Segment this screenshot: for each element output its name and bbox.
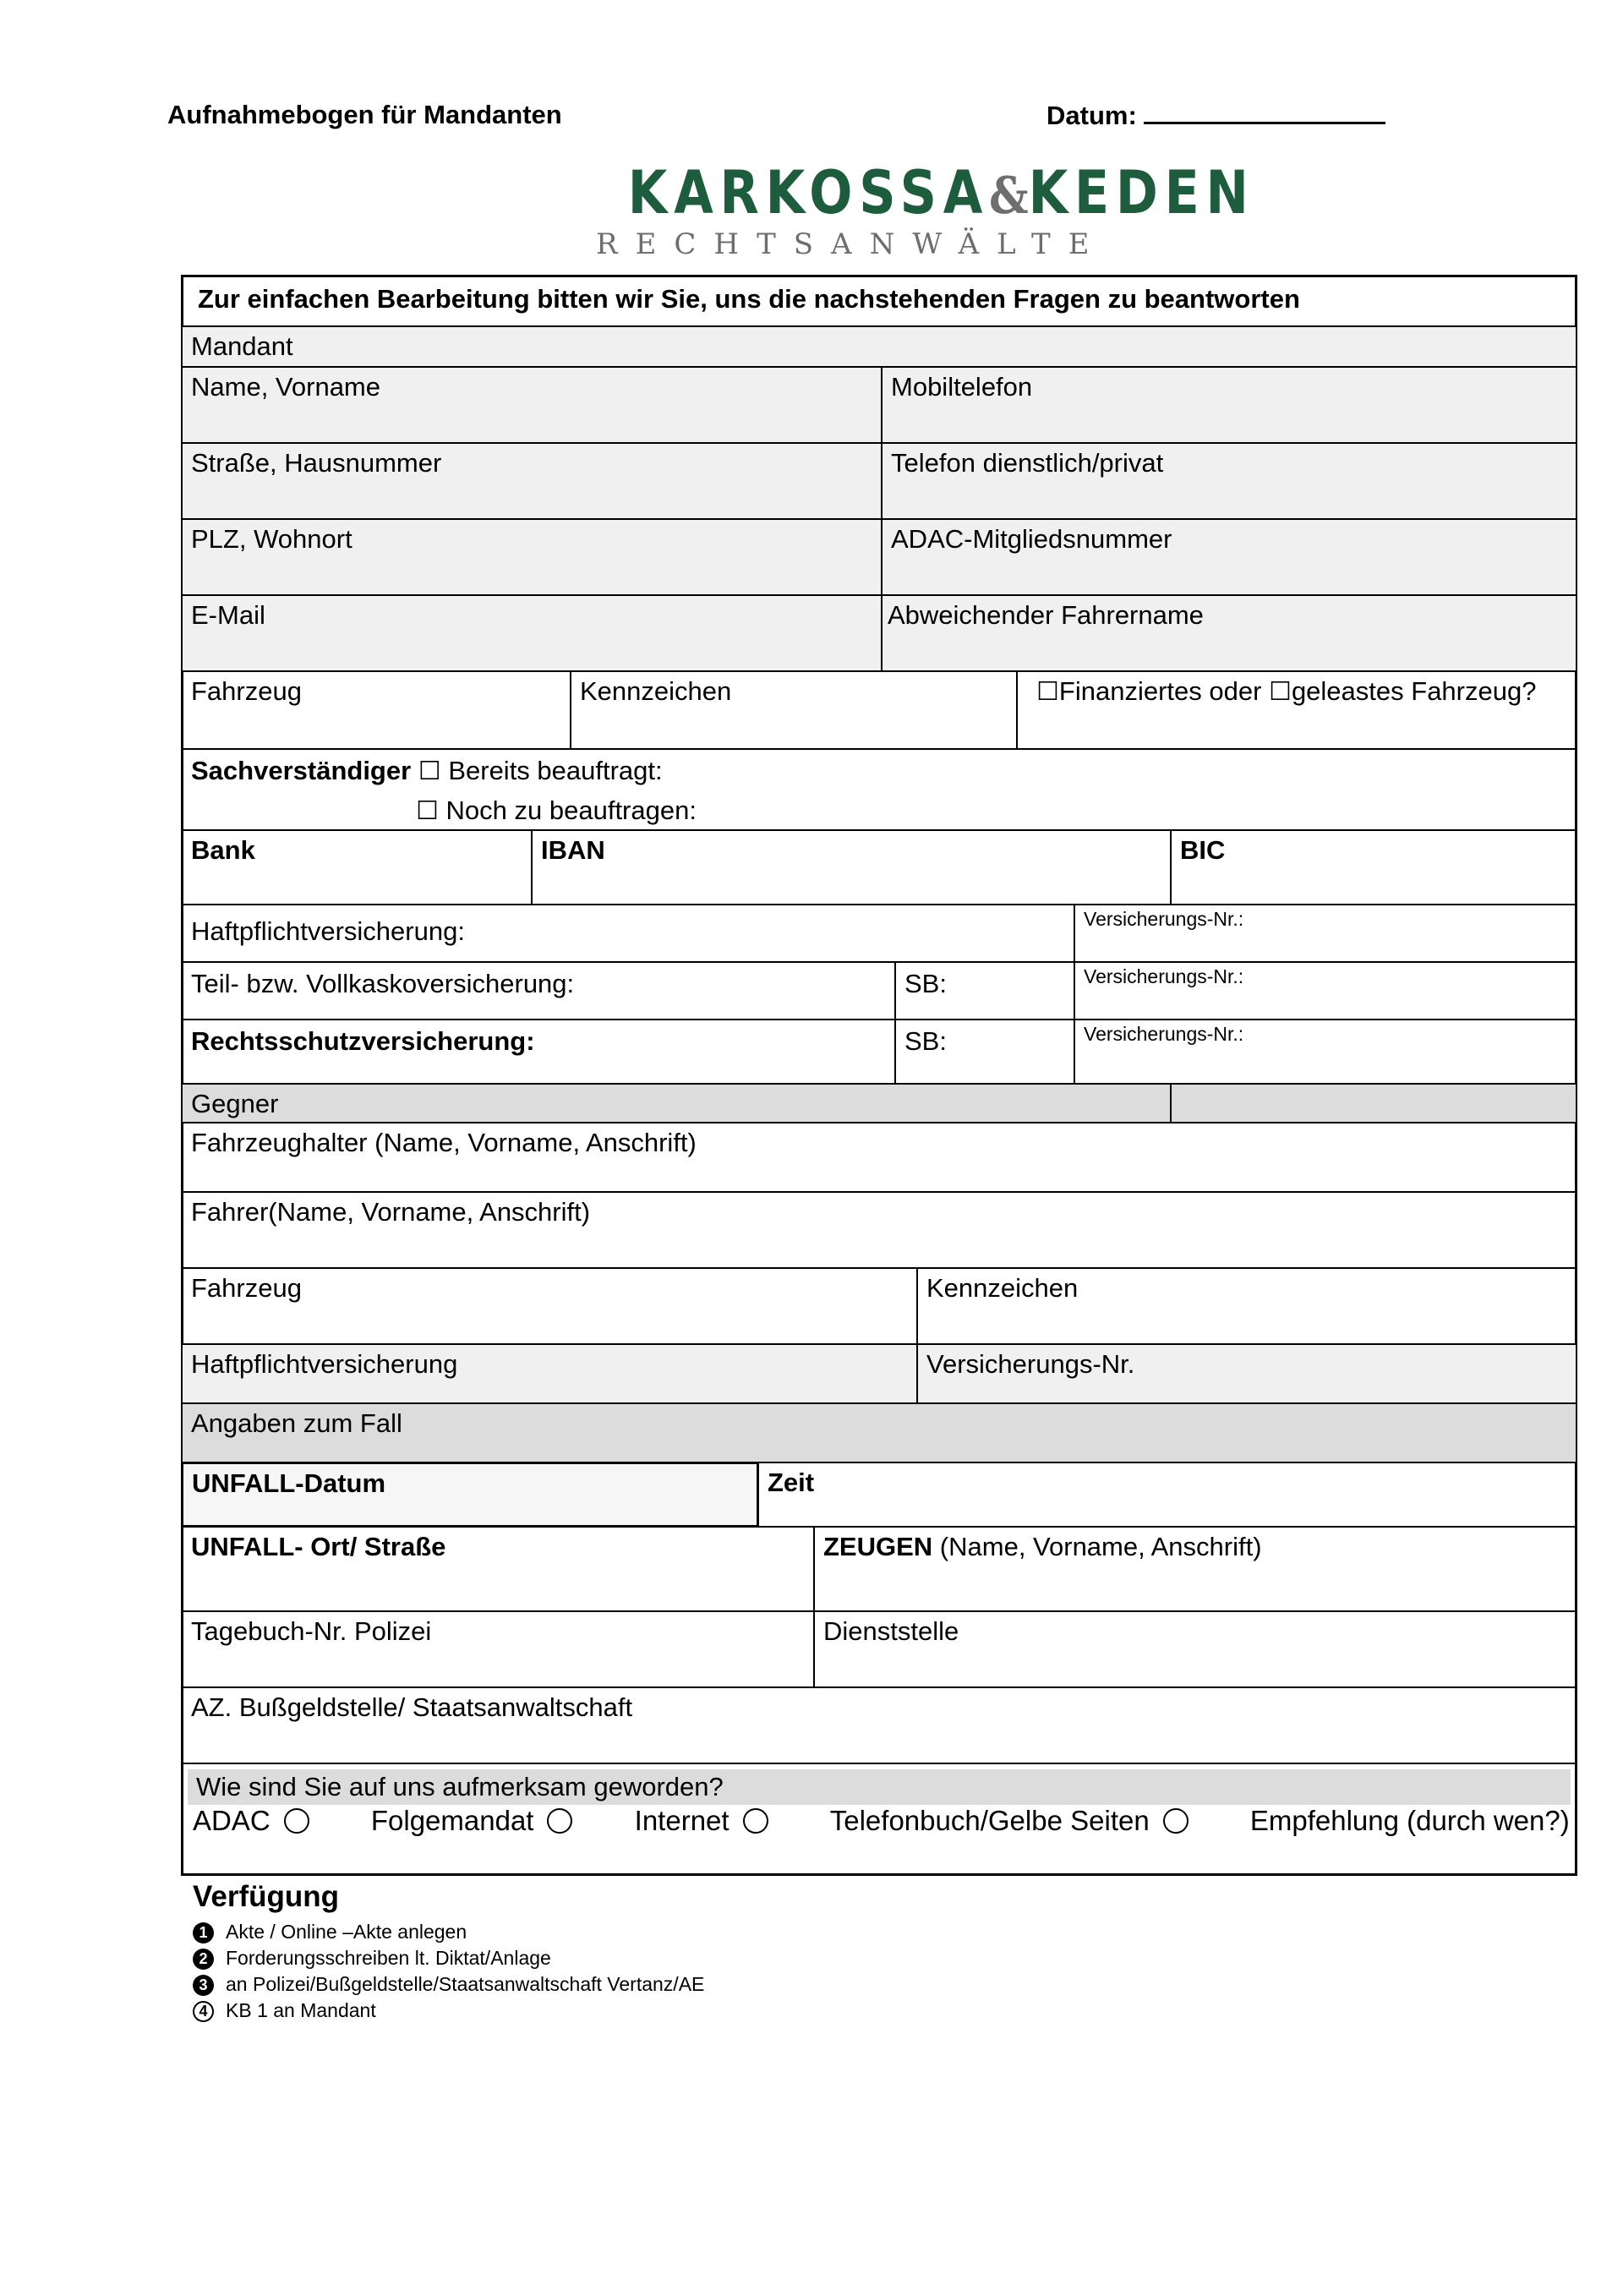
alt-driver-field[interactable]	[881, 594, 1577, 672]
police-office-field[interactable]	[813, 1610, 1577, 1688]
financing-field	[1016, 670, 1577, 750]
legal-sb-label: SB:	[904, 1026, 947, 1056]
police-office-label: Dienststelle	[823, 1616, 959, 1646]
company-logo	[596, 158, 1255, 261]
verfuegung-item	[193, 1919, 704, 1945]
section-gegner: Gegner	[181, 1083, 1172, 1123]
kasko-policy-label: Versicherungs-Nr.:	[1084, 965, 1244, 987]
option-internet-radio[interactable]	[743, 1808, 768, 1834]
opponent-plate-field[interactable]	[916, 1267, 1577, 1345]
section-fall: Angaben zum Fall	[181, 1402, 1577, 1463]
accident-date-field[interactable]	[181, 1462, 759, 1528]
opponent-vehicle-label: Fahrzeug	[191, 1273, 302, 1303]
phone-field[interactable]	[881, 442, 1577, 520]
opponent-driver-label: Fahrer(Name, Vorname, Anschrift)	[191, 1197, 591, 1227]
accident-time-field[interactable]	[757, 1462, 1577, 1528]
bank-label: Bank	[191, 835, 255, 865]
phone-label: Telefon dienstlich/privat	[891, 448, 1164, 478]
accident-place-field[interactable]	[181, 1526, 815, 1612]
expert-label: Sachverständiger	[191, 756, 412, 785]
vehicle-field[interactable]	[181, 670, 571, 750]
city-field[interactable]	[181, 518, 883, 596]
step-number-icon: 2	[193, 1949, 214, 1970]
opponent-vehicle-field[interactable]	[181, 1267, 918, 1345]
attention-question: Wie sind Sie auf uns aufmerksam geworden?	[188, 1769, 1571, 1805]
option-adac-radio[interactable]	[284, 1808, 309, 1834]
opponent-liability-label: Haftpflichtversicherung	[191, 1349, 458, 1379]
street-label: Straße, Hausnummer	[191, 448, 442, 478]
leased-label: geleastes Fahrzeug?	[1291, 676, 1537, 706]
legal-insurance-field[interactable]	[181, 1019, 896, 1085]
mobile-label: Mobiltelefon	[891, 372, 1033, 402]
logo-subline: RECHTSANWÄLTE	[596, 227, 1107, 261]
opponent-plate-label: Kennzeichen	[926, 1273, 1079, 1303]
adac-label: ADAC-Mitgliedsnummer	[891, 524, 1172, 554]
leased-checkbox[interactable]: ☐	[1269, 677, 1292, 707]
legal-sb-field[interactable]	[894, 1019, 1075, 1085]
liability-policy-field[interactable]	[1074, 904, 1577, 963]
liability-insurance-field[interactable]	[181, 904, 1075, 963]
opponent-holder-field[interactable]	[181, 1122, 1577, 1193]
financed-label: Finanziertes oder	[1058, 676, 1270, 706]
street-field[interactable]	[181, 442, 883, 520]
accident-place-label: UNFALL- Ort/ Straße	[191, 1532, 446, 1561]
vehicle-label: Fahrzeug	[191, 676, 302, 706]
bank-field[interactable]	[181, 829, 533, 905]
verfuegung-item-text: Akte / Online –Akte anlegen	[226, 1921, 467, 1943]
verfuegung-title: Verfügung	[193, 1880, 340, 1913]
opponent-policy-label: Versicherungs-Nr.	[926, 1349, 1135, 1379]
accident-time-label: Zeit	[768, 1468, 815, 1497]
verfuegung-item	[193, 1971, 704, 1998]
financed-checkbox[interactable]: ☐	[1036, 677, 1059, 707]
iban-label: IBAN	[541, 835, 605, 865]
bic-field[interactable]	[1170, 829, 1577, 905]
option-phonebook-label: Telefonbuch/Gelbe Seiten	[829, 1805, 1150, 1836]
verfuegung-item	[193, 1998, 704, 2024]
opponent-policy-field[interactable]	[916, 1343, 1577, 1404]
witnesses-field[interactable]	[813, 1526, 1577, 1612]
verfuegung-list	[193, 1919, 704, 2024]
legal-policy-label: Versicherungs-Nr.:	[1084, 1023, 1244, 1045]
expert-commissioned-checkbox[interactable]: ☐	[418, 757, 441, 786]
kasko-insurance-label: Teil- bzw. Vollkaskoversicherung:	[191, 969, 575, 998]
iban-field[interactable]	[531, 829, 1172, 905]
email-label: E-Mail	[191, 600, 265, 630]
name-label: Name, Vorname	[191, 372, 380, 402]
accident-date-label: UNFALL-Datum	[192, 1468, 386, 1498]
step-number-icon: 1	[193, 1922, 214, 1943]
verfuegung-item-text: an Polizei/Bußgeldstelle/Staatsanwaltschaft Vertanz/AE	[226, 1973, 705, 1995]
liability-policy-label: Versicherungs-Nr.:	[1084, 908, 1244, 930]
city-label: PLZ, Wohnort	[191, 524, 352, 554]
step-number-icon: 4	[193, 2001, 214, 2022]
attention-options	[193, 1805, 1570, 1837]
email-field[interactable]	[181, 594, 883, 672]
option-internet-label: Internet	[634, 1805, 730, 1836]
verfuegung-item-text: KB 1 an Mandant	[226, 1999, 376, 2021]
alt-driver-label: Abweichender Fahrername	[888, 600, 1204, 630]
bic-label: BIC	[1180, 835, 1226, 865]
plate-field[interactable]	[570, 670, 1018, 750]
option-adac-label: ADAC	[193, 1805, 270, 1836]
form-title: Aufnahmebogen für Mandanten	[167, 100, 562, 129]
expert-field	[181, 748, 1577, 831]
legal-policy-field[interactable]	[1074, 1019, 1577, 1085]
verfuegung-item-text: Forderungsschreiben lt. Diktat/Anlage	[226, 1947, 551, 1969]
expert-commissioned-label: Bereits beauftragt:	[448, 756, 663, 785]
name-field[interactable]	[181, 366, 883, 444]
witnesses-label: ZEUGEN	[823, 1532, 933, 1561]
liability-insurance-label: Haftpflichtversicherung:	[191, 916, 465, 946]
witnesses-hint: (Name, Vorname, Anschrift)	[932, 1532, 1262, 1561]
expert-pending-label: Noch zu beauftragen:	[445, 795, 697, 825]
kasko-policy-field[interactable]	[1074, 961, 1577, 1020]
police-diary-label: Tagebuch-Nr. Polizei	[191, 1616, 432, 1646]
adac-field[interactable]	[881, 518, 1577, 596]
section-gegner-blank	[1170, 1083, 1577, 1123]
date-label: Datum:	[1046, 101, 1137, 130]
kasko-sb-field[interactable]	[894, 961, 1075, 1020]
section-mandant: Mandant	[181, 325, 1577, 368]
police-diary-field[interactable]	[181, 1610, 815, 1688]
option-followup-radio[interactable]	[547, 1808, 572, 1834]
fine-office-label: AZ. Bußgeldstelle/ Staatsanwaltschaft	[191, 1692, 633, 1722]
mobile-field[interactable]	[881, 366, 1577, 444]
form-intro: Zur einfachen Bearbeitung bitten wir Sie, uns die nachstehenden Fragen zu beantworten	[181, 275, 1577, 327]
plate-label: Kennzeichen	[580, 676, 732, 706]
step-number-icon: 3	[193, 1975, 214, 1996]
date-line[interactable]	[1144, 100, 1385, 124]
opponent-holder-label: Fahrzeughalter (Name, Vorname, Anschrift)	[191, 1128, 697, 1157]
fine-office-field[interactable]	[181, 1686, 1577, 1764]
legal-insurance-label: Rechtsschutzversicherung:	[191, 1026, 535, 1056]
opponent-liability-field[interactable]	[181, 1343, 918, 1404]
opponent-driver-field[interactable]	[181, 1191, 1577, 1269]
date-field[interactable]	[1046, 100, 1385, 131]
kasko-insurance-field[interactable]	[181, 961, 896, 1020]
option-followup-label: Folgemandat	[370, 1805, 534, 1836]
kasko-sb-label: SB:	[904, 969, 947, 998]
option-phonebook-radio[interactable]	[1163, 1808, 1189, 1834]
logo-wordmark: KARKOSSA&KEDEN	[627, 158, 1255, 227]
option-recommendation-label: Empfehlung (durch wen?)	[1249, 1805, 1570, 1836]
expert-pending-checkbox[interactable]: ☐	[416, 796, 439, 826]
verfuegung-item	[193, 1945, 704, 1971]
